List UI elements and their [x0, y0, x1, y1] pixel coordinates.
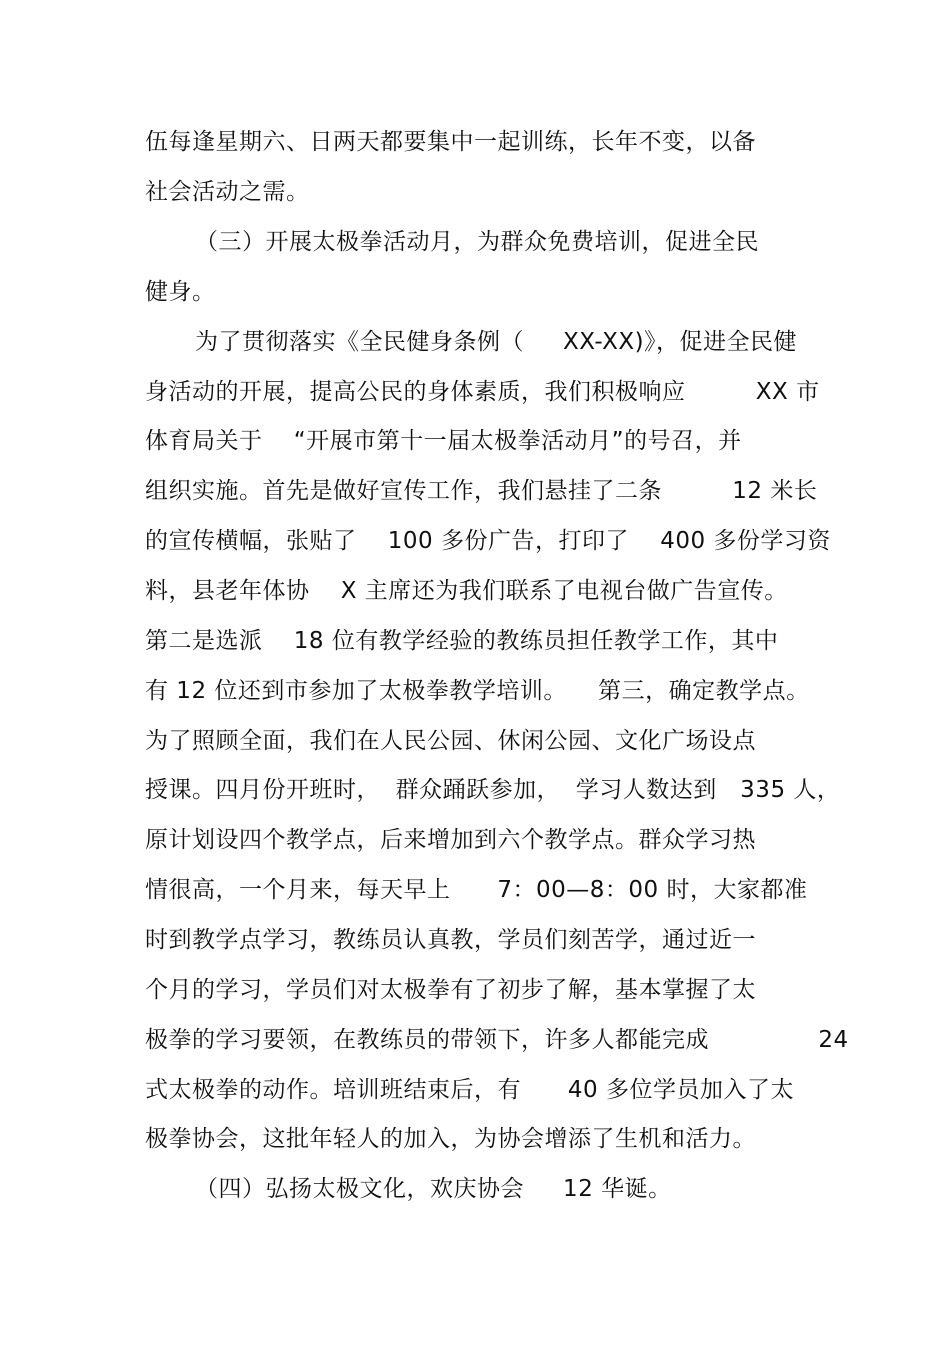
paragraph-line: 为了照顾全面，我们在人民公园、休闲公园、文化广场设点 [145, 728, 756, 754]
paragraph-line: 情很高，一个月来，每天早上 7：00—8：00 时，大家都准 [145, 877, 808, 903]
paragraph-line: 式太极拳的动作。培训班结束后，有 40 多位学员加入了太 [145, 1077, 794, 1103]
paragraph-line: 有 12 位还到市参加了太极拳教学培训。 第三，确定教学点。 [145, 678, 810, 704]
paragraph-line: 极拳的学习要领，在教练员的带领下，许多人都能完成 24 [145, 1027, 849, 1053]
paragraph-line: 社会活动之需。 [145, 179, 310, 205]
paragraph-line: 个月的学习，学员们对太极拳有了初步了解，基本掌握了太 [145, 977, 756, 1003]
section-heading-3: （三）开展太极拳活动月，为群众免费培训，促进全民 [195, 229, 759, 255]
paragraph-line: 料，县老年体协 X 主席还为我们联系了电视台做广告宣传。 [145, 578, 788, 604]
section-heading-4: （四）弘扬太极文化，欢庆协会 12 华诞。 [195, 1176, 672, 1202]
paragraph-line: 伍每逢星期六、日两天都要集中一起训练，长年不变，以备 [145, 129, 756, 155]
paragraph-line: 极拳协会，这批年轻人的加入，为协会增添了生机和活力。 [145, 1126, 756, 1152]
paragraph-line: 第二是选派 18 位有教学经验的教练员担任教学工作，其中 [145, 628, 779, 654]
paragraph-line: 时到教学点学习，教练员认真教，学员们刻苦学，通过近一 [145, 927, 756, 953]
paragraph-line: 组织实施。首先是做好宣传工作，我们悬挂了二条 12 米长 [145, 478, 818, 504]
paragraph-line: 的宣传横幅，张贴了 100 多份广告，打印了 400 多份学习资 [145, 528, 831, 554]
paragraph-line: 原计划设四个教学点，后来增加到六个教学点。群众学习热 [145, 827, 756, 853]
paragraph-line: 体育局关于 “开展市第十一届太极拳活动月”的号召，并 [145, 428, 742, 454]
section-heading-3-cont: 健身。 [145, 279, 216, 305]
paragraph-line: 身活动的开展，提高公民的身体素质，我们积极响应 XX 市 [145, 379, 820, 405]
paragraph-line: 授课。四月份开班时， 群众踊跃参加， 学习人数达到 335 人， [145, 777, 841, 803]
paragraph-line: 为了贯彻落实《全民健身条例（ XX-XX)》，促进全民健 [195, 329, 798, 355]
